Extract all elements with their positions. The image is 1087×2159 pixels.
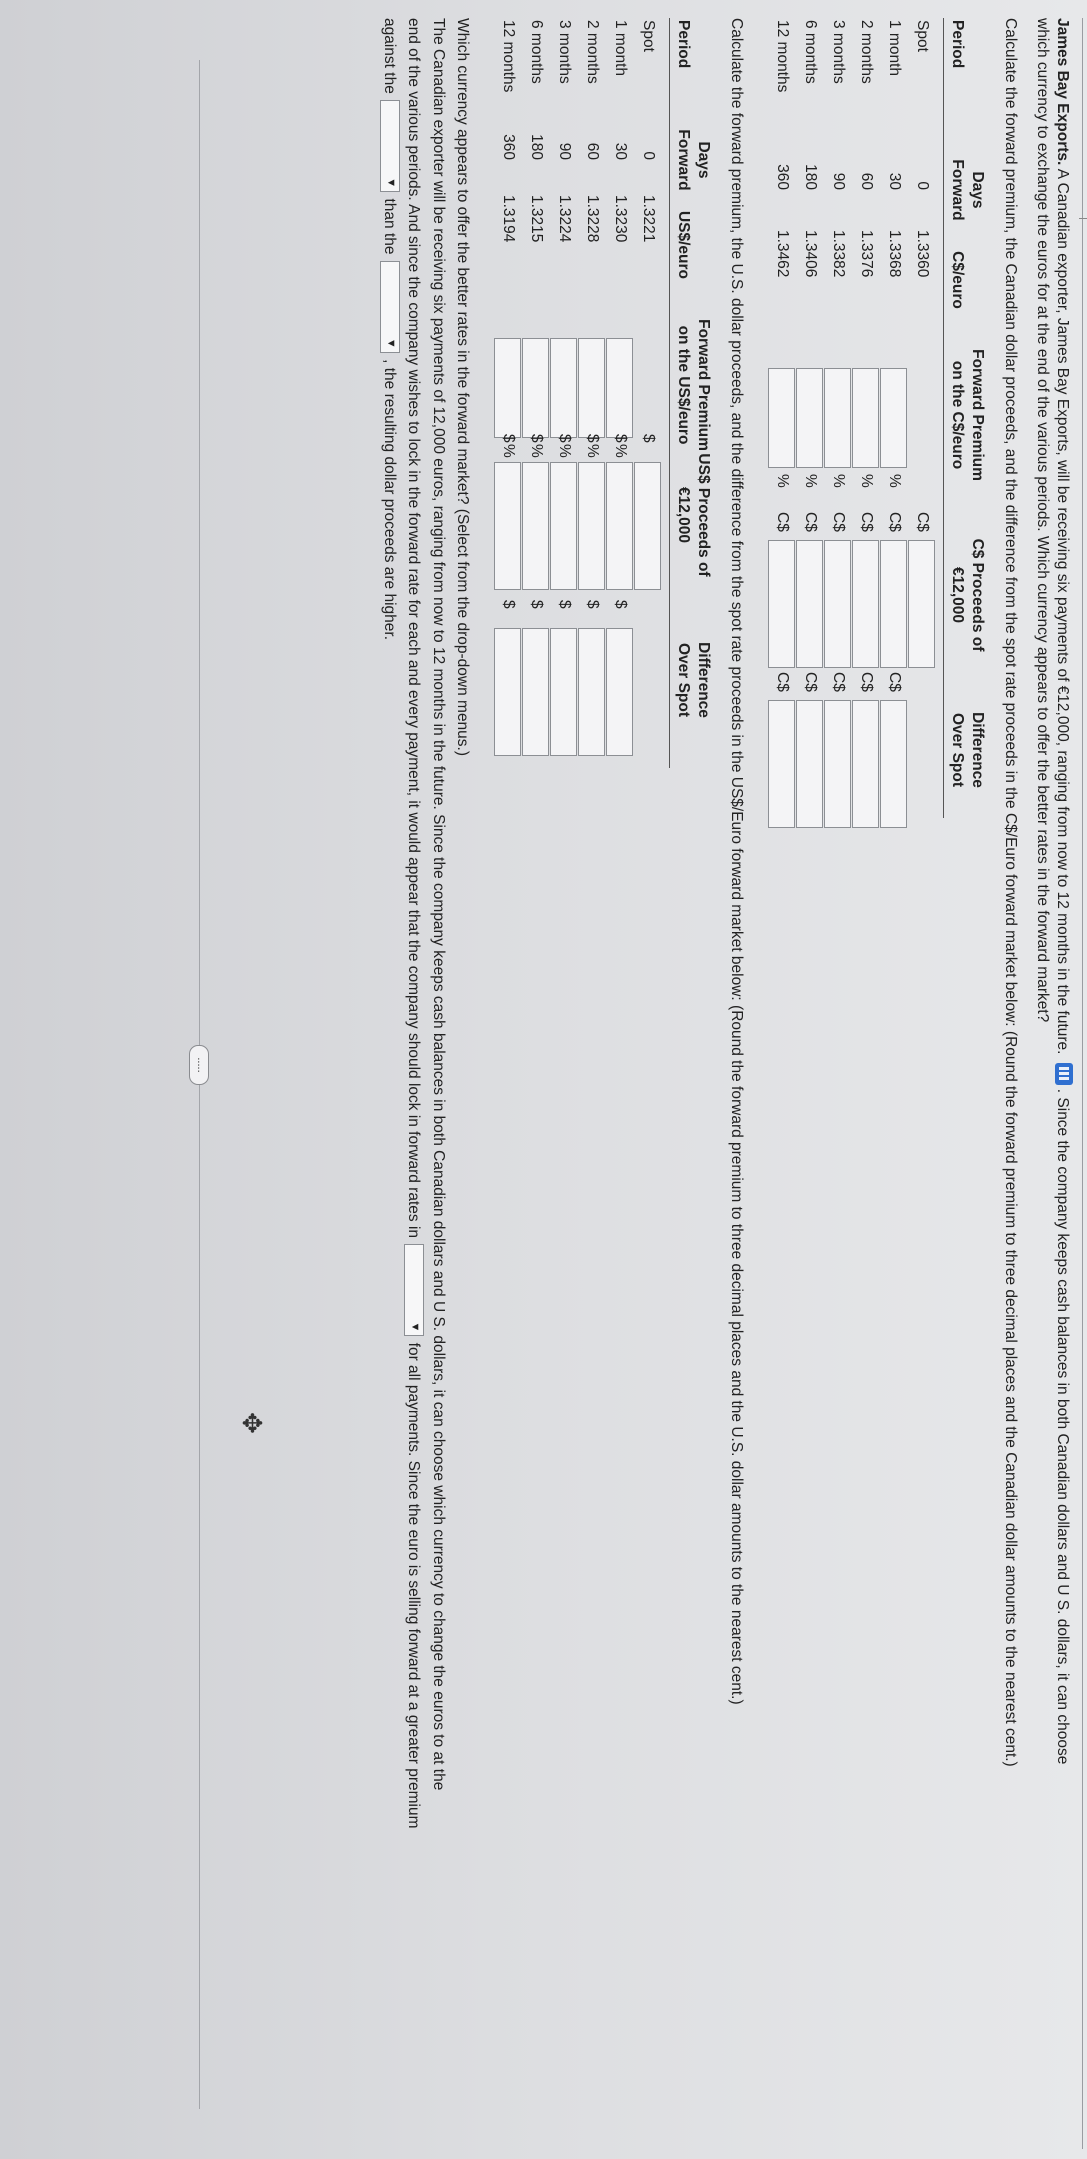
proceeds-input[interactable] [824, 540, 851, 668]
usd-hdr-period: Period [675, 20, 692, 69]
row-forward-rate: 1.3215 [528, 195, 545, 243]
currency-symbol: $ [584, 434, 601, 443]
proceeds-input[interactable] [494, 462, 521, 590]
cad-hdr-premium-2: on the C$/euro [949, 360, 966, 470]
conclusion-question: Which currency appears to offer the better rates in the forward market? (Select from the drop-down menus.) [454, 18, 471, 757]
currency-symbol: C$ [886, 512, 903, 532]
row-days: 30 [612, 142, 629, 160]
usd-hdr-diff-2: Over Spot [675, 642, 692, 718]
cad-hdr-diff-2: Over Spot [949, 712, 966, 788]
row-forward-rate: 1.3360 [914, 230, 931, 278]
usd-hdr-premium-2: on the US$/euro [675, 325, 692, 445]
problem-lead: James Bay Exports. [1054, 18, 1071, 166]
cad-hdr-forward: Forward [949, 159, 966, 221]
currency-symbol: $ [500, 600, 517, 609]
row-period: Spot [640, 20, 657, 52]
row-days: 30 [886, 172, 903, 190]
row-forward-rate: 1.3194 [500, 195, 517, 243]
row-period: 6 months [802, 20, 819, 84]
conclusion-line-3c: , the resulting dollar proceeds are higher. [381, 359, 398, 641]
currency-dropdown-2[interactable] [380, 100, 400, 192]
row-forward-rate: 1.3224 [556, 195, 573, 243]
proceeds-input[interactable] [852, 540, 879, 668]
usd-hdr-days: Days [695, 141, 712, 179]
row-forward-rate: 1.3406 [802, 230, 819, 278]
difference-input[interactable] [824, 700, 851, 828]
conclusion-line-3a: against the [381, 18, 398, 94]
currency-symbol: $ [528, 600, 545, 609]
percent-sign: % [528, 444, 545, 458]
forward-premium-input[interactable] [578, 338, 605, 438]
proceeds-input[interactable] [796, 540, 823, 668]
row-days: 360 [500, 134, 517, 160]
row-forward-rate: 1.3382 [830, 230, 847, 278]
percent-sign: % [500, 444, 517, 458]
row-days: 60 [858, 172, 875, 190]
data-table-icon[interactable] [1055, 1063, 1073, 1085]
forward-premium-input[interactable] [880, 368, 907, 468]
percent-sign: % [858, 474, 875, 488]
currency-symbol: $ [500, 434, 517, 443]
percent-sign: % [802, 474, 819, 488]
proceeds-input[interactable] [606, 462, 633, 590]
proceeds-input[interactable] [634, 462, 661, 590]
conclusion-line-2 [404, 18, 424, 1829]
forward-premium-input[interactable] [824, 368, 851, 468]
row-forward-rate: 1.3228 [584, 195, 601, 243]
forward-premium-input[interactable] [768, 368, 795, 468]
row-period: 1 month [886, 20, 903, 77]
conclusion-line-3b: than the [381, 198, 398, 255]
row-forward-rate: 1.3368 [886, 230, 903, 278]
cad-hdr-days: Days [969, 171, 986, 209]
chevron-down-icon: ▼ [385, 337, 397, 349]
problem-text-1b: . Since the company keeps cash balances in both Canadian dollars and U S. dollars, it can choose [1054, 1088, 1071, 1765]
percent-sign: % [556, 444, 573, 458]
move-cursor-icon: ✥ [237, 1412, 267, 1434]
difference-input[interactable] [550, 628, 577, 756]
currency-symbol: C$ [802, 512, 819, 532]
row-period: 6 months [528, 20, 545, 84]
row-days: 0 [640, 151, 657, 160]
row-days: 90 [830, 172, 847, 190]
currency-dropdown-1[interactable] [404, 1244, 424, 1336]
usd-hdr-proceeds-2: €12,000 [675, 486, 692, 544]
currency-dropdown-3[interactable] [380, 261, 400, 353]
row-period: 3 months [556, 20, 573, 84]
currency-symbol: C$ [886, 672, 903, 692]
usd-hdr-forward: Forward [675, 129, 692, 191]
percent-sign: % [584, 444, 601, 458]
forward-premium-input[interactable] [522, 338, 549, 438]
cad-hdr-period: Period [949, 20, 966, 69]
currency-symbol: $ [612, 434, 629, 443]
row-period: 12 months [774, 20, 791, 93]
difference-input[interactable] [494, 628, 521, 756]
usd-hdr-premium-1: Forward Premium [695, 319, 712, 451]
currency-symbol: C$ [802, 672, 819, 692]
chevron-down-icon: ▼ [385, 177, 397, 189]
problem-text-2: which currency to exchange the euros for at the end of the various periods. Which currency appears to offer the better rates in the forward market? [1034, 18, 1051, 1023]
row-period: Spot [914, 20, 931, 52]
row-period: 1 month [612, 20, 629, 77]
difference-input[interactable] [578, 628, 605, 756]
proceeds-input[interactable] [880, 540, 907, 668]
usd-hdr-forward-unit: US$/euro [675, 210, 692, 280]
conclusion-line-3 [380, 18, 400, 640]
problem-statement [1032, 18, 1073, 2148]
cad-hdr-premium-1: Forward Premium [969, 349, 986, 481]
currency-symbol: C$ [914, 512, 931, 532]
percent-sign: % [886, 474, 903, 488]
currency-symbol: C$ [858, 512, 875, 532]
cad-hdr-forward-unit: C$/euro [949, 251, 966, 309]
row-period: 2 months [584, 20, 601, 84]
currency-symbol: C$ [858, 672, 875, 692]
currency-symbol: $ [528, 434, 545, 443]
proceeds-input[interactable] [522, 462, 549, 590]
row-forward-rate: 1.3462 [774, 230, 791, 278]
difference-input[interactable] [880, 700, 907, 828]
percent-sign: % [830, 474, 847, 488]
usd-header-rule [669, 18, 670, 768]
problem-text-1: A Canadian exporter, James Bay Exports, will be receiving six payments of €12,000, ranging from now to 12 months in the future. [1054, 165, 1071, 1055]
chevron-down-icon: ▼ [409, 1321, 421, 1333]
proceeds-input[interactable] [908, 540, 935, 668]
difference-input[interactable] [852, 700, 879, 828]
usd-hdr-proceeds-1: US$ Proceeds of [695, 453, 712, 577]
proceeds-input[interactable] [550, 462, 577, 590]
cad-header-rule [943, 18, 944, 818]
currency-symbol: $ [640, 434, 657, 443]
usd-instruction: Calculate the forward premium, the U.S. dollar proceeds, and the difference from the spot rate proceeds in the US$/Euro forward market below: (Round the forward premium to three decimal places and the U.S. dollar amounts to the nearest cent.) [728, 18, 745, 1705]
proceeds-input[interactable] [768, 540, 795, 668]
currency-symbol: $ [556, 600, 573, 609]
row-days: 90 [556, 142, 573, 160]
difference-input[interactable] [768, 700, 795, 828]
currency-symbol: C$ [830, 512, 847, 532]
currency-symbol: $ [556, 434, 573, 443]
usd-hdr-diff-1: Difference [695, 642, 712, 718]
cad-hdr-proceeds-1: C$ Proceeds of [969, 538, 986, 652]
forward-premium-input[interactable] [796, 368, 823, 468]
more-button[interactable]: ..... [189, 1045, 209, 1085]
currency-symbol: $ [612, 600, 629, 609]
row-days: 360 [774, 164, 791, 190]
currency-symbol: C$ [774, 672, 791, 692]
cad-hdr-diff-1: Difference [969, 712, 986, 788]
difference-input[interactable] [796, 700, 823, 828]
difference-input[interactable] [606, 628, 633, 756]
row-days: 60 [584, 142, 601, 160]
percent-sign: % [774, 474, 791, 488]
row-period: 12 months [500, 20, 517, 93]
conclusion-line-2b: for all payments. Since the euro is selling forward at a greater premium [405, 1342, 422, 1829]
currency-symbol: C$ [830, 672, 847, 692]
row-forward-rate: 1.3221 [640, 195, 657, 243]
forward-premium-input[interactable] [494, 338, 521, 438]
row-period: 3 months [830, 20, 847, 84]
cad-instruction: Calculate the forward premium, the Canadian dollar proceeds, and the difference from the spot rate proceeds in the C$/Euro forward market below: (Round the forward premium to three decimal places and the Canadian dollar amounts to the nearest cent.) [1002, 18, 1019, 1767]
currency-symbol: $ [584, 600, 601, 609]
currency-symbol: C$ [774, 512, 791, 532]
proceeds-input[interactable] [578, 462, 605, 590]
row-forward-rate: 1.3230 [612, 195, 629, 243]
row-period: 2 months [858, 20, 875, 84]
percent-sign: % [612, 444, 629, 458]
forward-premium-input[interactable] [606, 338, 633, 438]
row-days: 0 [914, 181, 931, 190]
cad-hdr-proceeds-2: €12,000 [949, 566, 966, 624]
row-forward-rate: 1.3376 [858, 230, 875, 278]
conclusion-line-2a: end of the various periods. And since the company wishes to lock in the forward rate for each and every payment, it would appear that the company should lock in forward rates in [405, 18, 422, 1239]
row-days: 180 [802, 164, 819, 190]
difference-input[interactable] [522, 628, 549, 756]
conclusion-line-1: The Canadian exporter will be receiving six payments of 12,000 euros, ranging from now to 12 months in the future. Since the company keeps cash balances in both Canadian dollars and U S. dollars, it can choose which currency to change the euros to at the [430, 18, 447, 1791]
forward-premium-input[interactable] [550, 338, 577, 438]
row-days: 180 [528, 134, 545, 160]
top-divider [1082, 18, 1083, 2149]
forward-premium-input[interactable] [852, 368, 879, 468]
